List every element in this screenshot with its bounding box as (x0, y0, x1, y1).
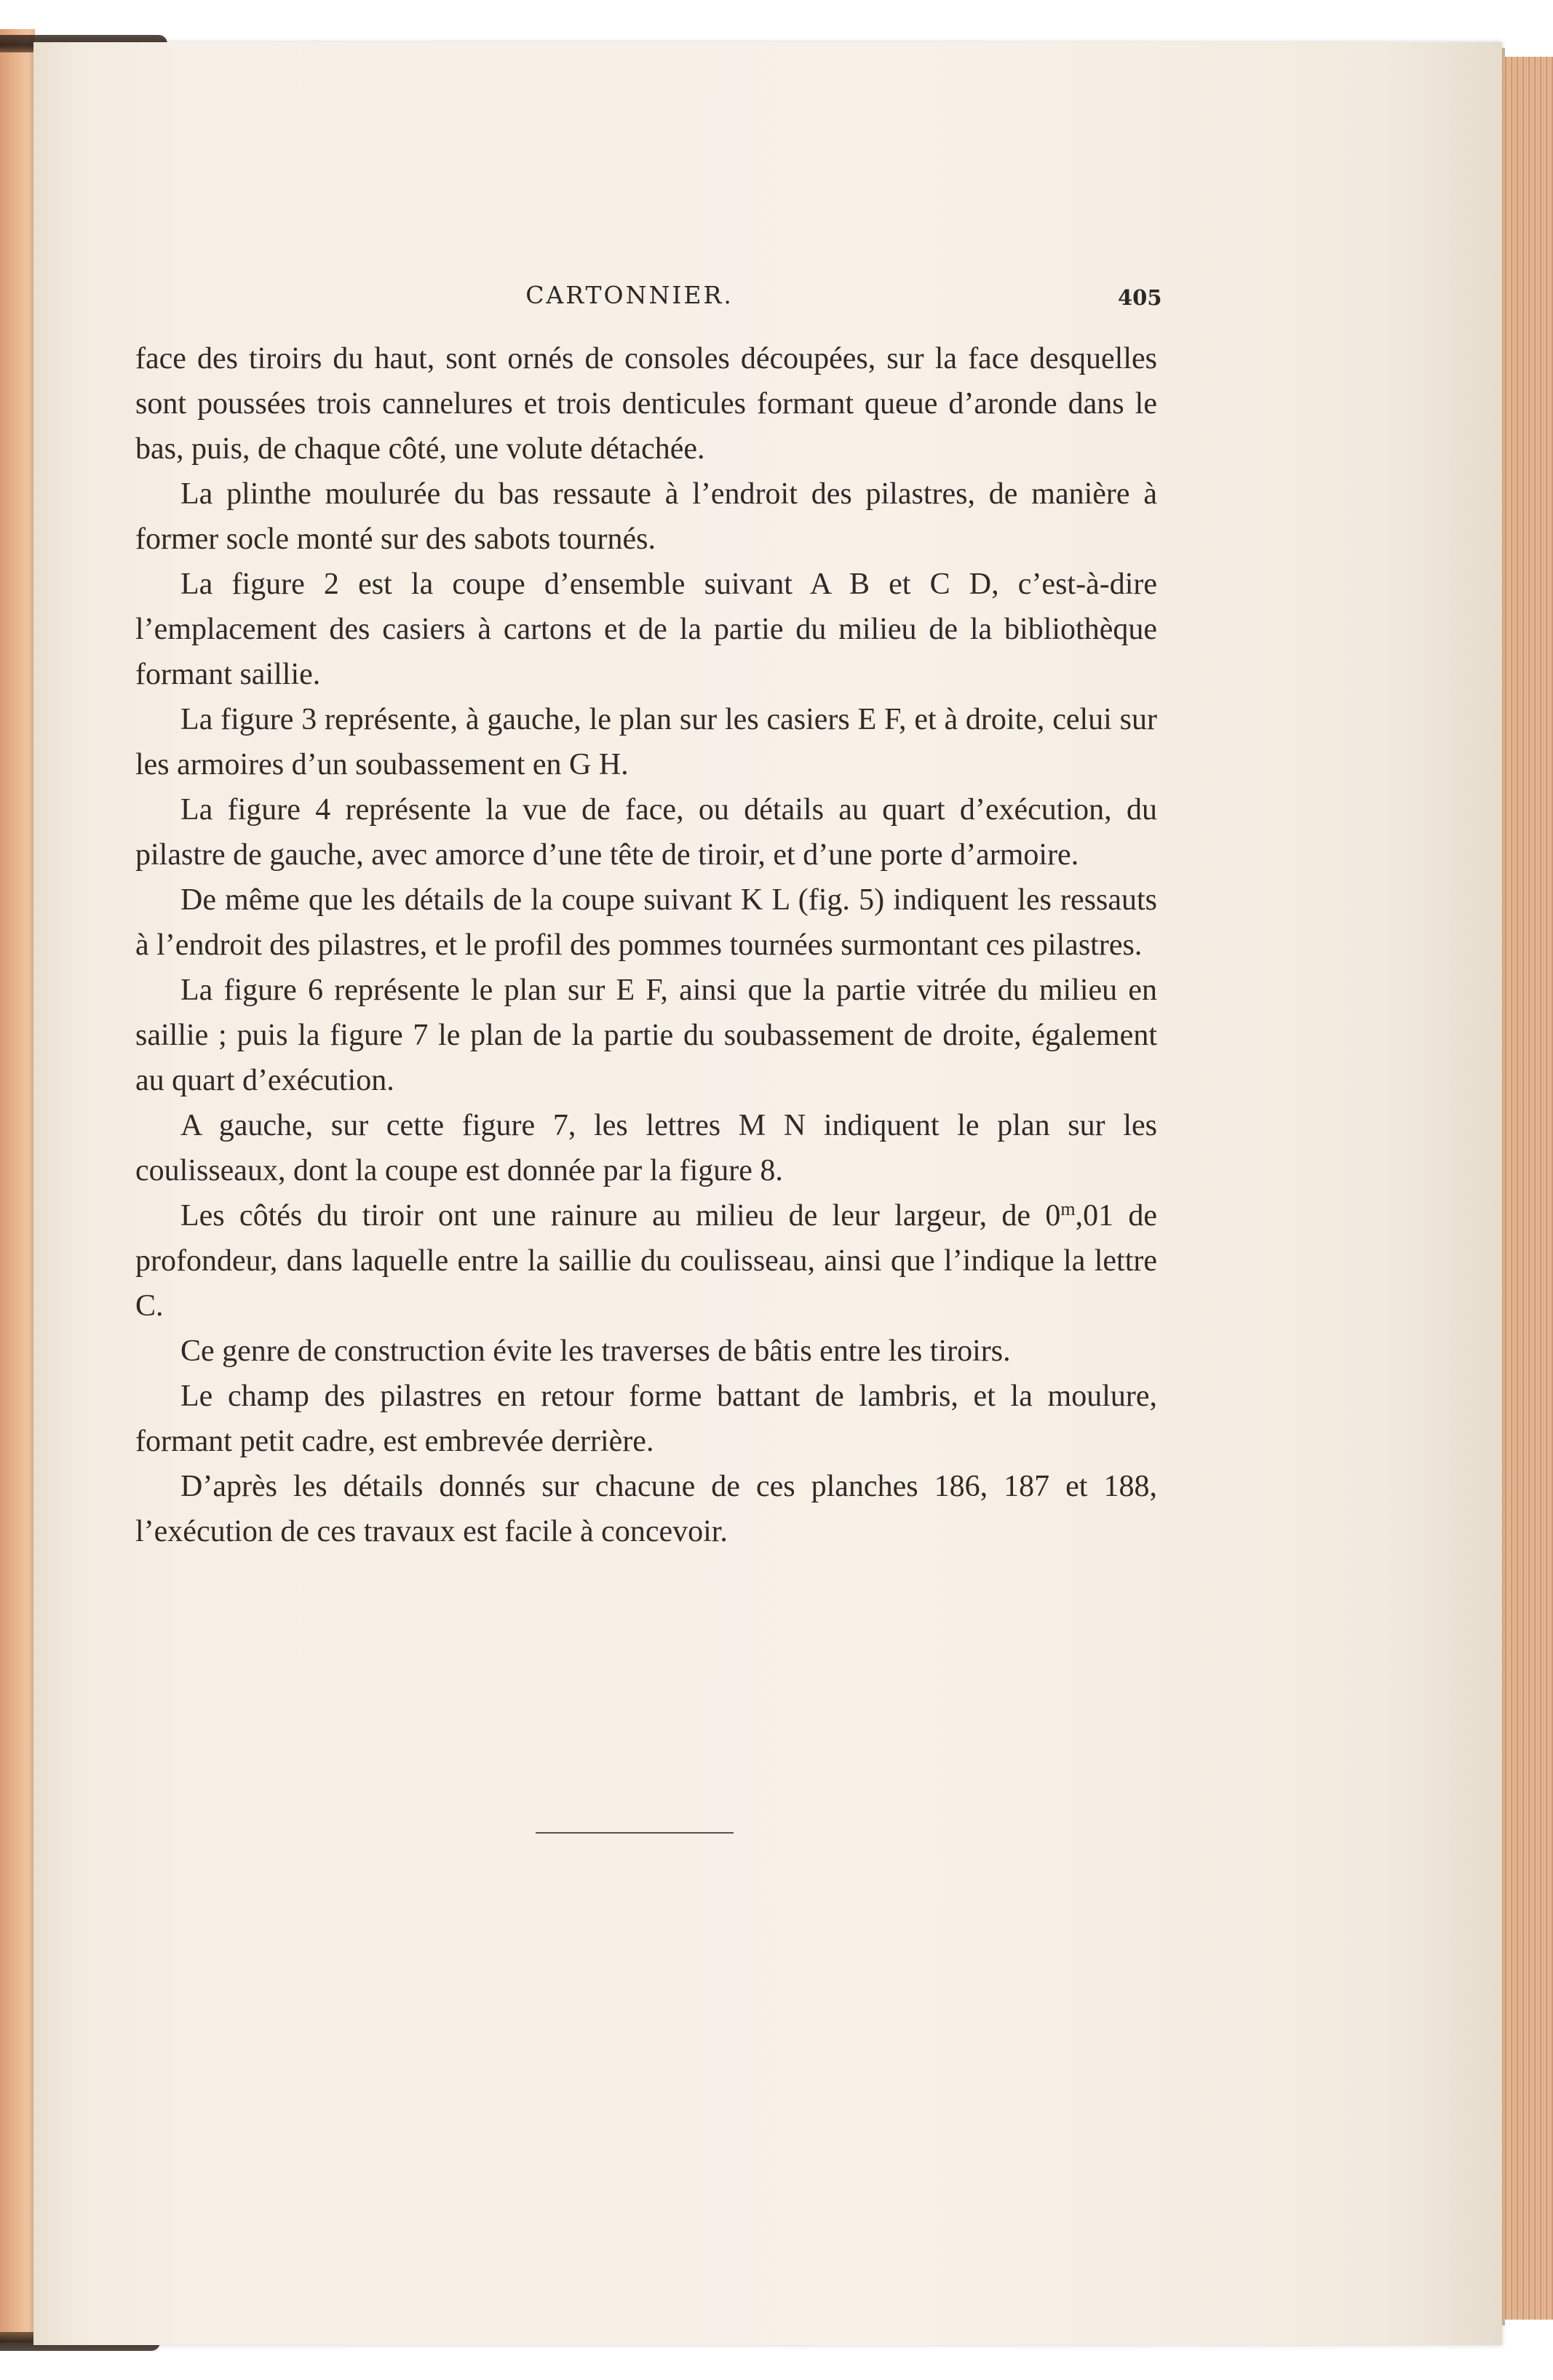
paragraph: La figure 3 représente, à gauche, le plan sur les casiers E F, et à droite, celui sur les armoires d’un soubassement en G H. (135, 703, 1157, 781)
paragraph: A gauche, sur cette figure 7, les lettres M N indiquent le plan sur les coulisseaux, dont la coupe est donnée par la figure 8. (135, 1109, 1157, 1187)
paragraph: face des tiroirs du haut, sont ornés de consoles découpées, sur la face desquelles sont poussées trois cannelures et trois denticules formant queue d’aronde dans le bas, puis, de chaque côté, une volute détachée. (135, 342, 1157, 466)
paragraph: La figure 6 représente le plan sur E F, ainsi que la partie vitrée du milieu en saillie ; puis la figure 7 le plan de la partie du soubassement de droite, également au quart d’exécution. (135, 974, 1157, 1097)
paragraph: La figure 2 est la coupe d’ensemble suivant A B et C D, c’est-à-dire l’emplacement des casiers à cartons et de la partie du milieu de la bibliothèque formant saillie. (135, 568, 1157, 691)
paragraph: La figure 4 représente la vue de face, ou détails au quart d’exécution, du pilastre de gauche, avec amorce d’une tête de tiroir, et d’une porte d’armoire. (135, 793, 1157, 872)
paragraph: La plinthe moulurée du bas ressaute à l’endroit des pilastres, de manière à former socle monté sur des sabots tournés. (135, 477, 1157, 556)
measure-unit-superscript: m (1060, 1198, 1076, 1219)
paragraph: De même que les détails de la coupe suivant K L (fig. 5) indiquent les ressauts à l’endroit des pilastres, et le profil des pommes tournées surmontant ces pilastres. (135, 883, 1157, 962)
paragraph-measure (135, 1193, 1157, 1329)
end-of-section-rule (536, 1832, 734, 1834)
paragraph: Le champ des pilastres en retour forme battant de lambris, et la moulure, formant petit cadre, est embrevée derrière. (135, 1380, 1157, 1458)
book-page-edges-right (1502, 57, 1553, 2320)
running-title: CARTONNIER. (525, 281, 734, 309)
paragraph: D’après les détails donnés sur chacune de ces planches 186, 187 et 188, l’exécution de ces travaux est facile à concevoir. (135, 1470, 1157, 1548)
paragraph: Ce genre de construction évite les traverses de bâtis entre les tiroirs. (180, 1334, 1011, 1368)
book-cover-left-edge (0, 29, 35, 2343)
measure-text-after: ,01 de profondeur, dans laquelle entre la saillie du coulisseau, ainsi que l’indique la lettre C. (135, 1199, 1157, 1323)
measure-text-before: Les côtés du tiroir ont une rainure au milieu de leur largeur, de 0 (180, 1199, 1061, 1233)
body-text (135, 336, 1157, 1554)
page-number: 405 (1118, 285, 1162, 310)
